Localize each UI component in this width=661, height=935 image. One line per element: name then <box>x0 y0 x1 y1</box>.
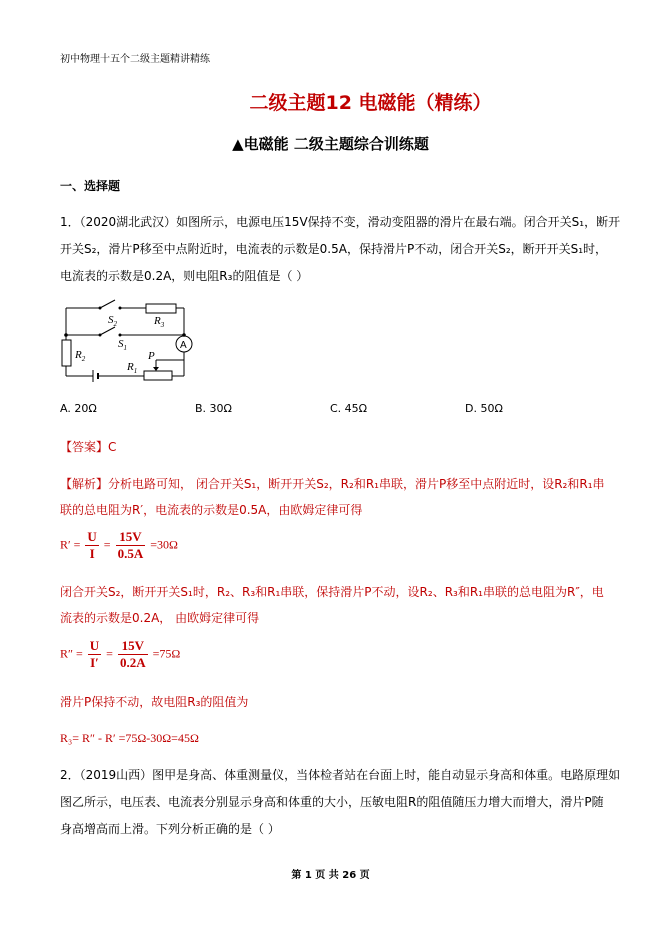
q1-analysis-line: 【解析】分析电路可知， 闭合开关S₁，断开开关S₂，R₂和R₁串联，滑片P移至中点附近时，设R₂和R₁串 <box>60 477 605 491</box>
circuit-diagram <box>60 298 200 384</box>
option-a[interactable]: A. 20Ω <box>60 402 97 415</box>
fraction-numerator: 15V <box>118 638 148 655</box>
label-r2: $R_2$ <box>75 349 86 363</box>
slider-arrow <box>153 367 159 371</box>
formula-result: =30Ω <box>150 537 178 552</box>
switch-contact <box>119 334 122 337</box>
q1-analysis-line: 滑片P保持不动，故电阻R₃的阻值为 <box>60 695 249 709</box>
equals-sign: = <box>106 646 113 661</box>
page-title: 二级主题12 电磁能（精练） <box>249 92 492 114</box>
option-d[interactable]: D. 50Ω <box>465 402 503 415</box>
q1-analysis-line: 联的总电阻为R′，电流表的示数是0.5A，由欧姆定律可得 <box>60 503 363 517</box>
q1-text-line: 1．（2020湖北武汉）如图所示，电源电压15V保持不变，滑动变阻器的滑片在最右端。闭合开关S₁，断开 <box>60 215 621 229</box>
formula-lhs: R′ = <box>60 537 81 552</box>
formula-result: =75Ω <box>152 646 181 661</box>
q2-text-line: 身高增高而上滑。下列分析正确的是（ ） <box>60 822 280 836</box>
fraction-numerator: 15V <box>116 529 146 546</box>
q1-analysis-line: 闭合开关S₂，断开开关S₁时，R₂、R₃和R₁串联，保持滑片P不动，设R₂、R₃和R₁串联的总电阻为R″，电 <box>60 585 604 599</box>
ammeter-label: A <box>180 340 187 351</box>
page-subtitle: ▲电磁能 二级主题综合训练题 <box>232 135 429 153</box>
fraction-denominator: 0.2A <box>119 655 146 670</box>
label-r3: $R_3$ <box>154 315 165 329</box>
switch-contact <box>119 307 122 310</box>
q2-text-line: 图乙所示，电压表、电流表分别显示身高和体重的大小，压敏电阻R的阻值随压力增大而增大，滑片P随 <box>60 795 604 809</box>
formula-1 <box>60 529 178 562</box>
fraction-numerator: U <box>89 638 100 653</box>
q1-text-line: 电流表的示数是0.2A，则电阻R₃的阻值是（ ） <box>60 269 309 283</box>
junction-dot <box>64 333 68 337</box>
fraction-numerator: U <box>87 529 97 544</box>
formula-2 <box>60 638 180 671</box>
fraction-denominator: 0.5A <box>117 546 144 561</box>
fraction-denominator: I′ <box>90 655 99 670</box>
label-p: P <box>148 350 155 362</box>
formula-lhs: R″ = <box>60 646 83 661</box>
junction-dot <box>182 333 186 337</box>
q2-text-line: 2．（2019山西）图甲是身高、体重测量仪，当体检者站在台面上时，能自动显示身高和体重。电路原理如 <box>60 768 621 782</box>
fraction-denominator: I <box>89 546 95 561</box>
switch-contact <box>99 307 102 310</box>
label-r1: $R_1$ <box>127 361 138 375</box>
equals-sign: = <box>103 537 111 552</box>
q1-analysis-line: 流表的示数是0.2A， 由欧姆定律可得 <box>60 611 260 625</box>
page-header: 初中物理十五个二级主题精讲精练 <box>60 54 210 65</box>
page-footer: 第 1 页 共 26 页 <box>291 870 370 881</box>
option-b[interactable]: B. 30Ω <box>195 402 232 415</box>
option-c[interactable]: C. 45Ω <box>330 402 368 415</box>
label-s2: $S_2$ <box>108 314 117 328</box>
section-heading: 一、选择题 <box>60 179 121 193</box>
formula-3: R₃= R″ - R′ =75Ω-30Ω=45Ω <box>60 731 199 745</box>
q1-text-line: 开关S₂，滑片P移至中点附近时，电流表的示数是0.5A，保持滑片P不动，闭合开关S₂，断开开关S₁时， <box>60 242 608 256</box>
switch-contact <box>99 334 102 337</box>
label-s1: $S_1$ <box>118 338 127 352</box>
q1-answer: 【答案】C <box>60 440 117 454</box>
